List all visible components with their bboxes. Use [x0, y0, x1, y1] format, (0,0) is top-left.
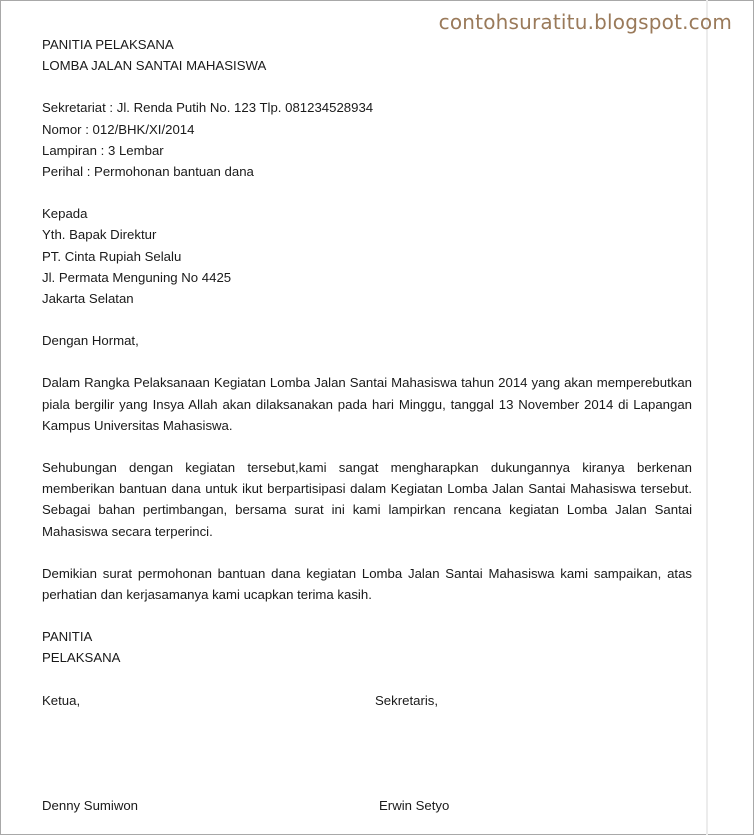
watermark: contohsuratitu.blogspot.com — [438, 10, 732, 34]
signature-title-sekretaris: Sekretaris, — [375, 692, 439, 708]
meta-nomor: Nomor : 012/BHK/XI/2014 — [42, 121, 195, 137]
meta-lampiran: Lampiran : 3 Lembar — [42, 142, 164, 158]
meta-sekretariat: Sekretariat : Jl. Renda Putih No. 123 Tlp. 081234528934 — [42, 100, 374, 116]
signature-names — [42, 795, 692, 816]
meta-perihal: Perihal : Permohonan bantuan dana — [42, 164, 254, 180]
paragraph-3: Demikian surat permohonan bantuan dana kegiatan Lomba Jalan Santai Mahasiswa kami sampaikan, atas perhatian dan kerjasamanya kami ucapkan terima kasih. — [42, 565, 692, 603]
recipient-line-4: Jakarta Selatan — [42, 291, 134, 307]
paragraph-1: Dalam Rangka Pelaksanaan Kegiatan Lomba Jalan Santai Mahasiswa tahun 2014 yang akan memperebutkan piala bergilir yang Insya Allah akan dilaksanakan pada hari Minggu, tanggal 13 November 2014 di Lapangan Kampus Universitas Mahasiswa. — [42, 375, 692, 433]
recipient-kepada: Kepada — [42, 206, 88, 222]
page-edge — [706, 0, 708, 835]
salutation: Dengan Hormat, — [42, 333, 139, 349]
header-line-1: PANITIA PELAKSANA — [42, 37, 174, 52]
letter-body — [42, 34, 692, 816]
recipient-line-1: Yth. Bapak Direktur — [42, 227, 157, 243]
signature-name-sekretaris: Erwin Setyo — [379, 797, 450, 813]
recipient-line-2: PT. Cinta Rupiah Selalu — [42, 248, 182, 264]
header-line-2: LOMBA JALAN SANTAI MAHASISWA — [42, 58, 267, 74]
signature-title-ketua: Ketua, — [42, 692, 81, 708]
signature-name-ketua: Denny Sumiwon — [42, 797, 139, 813]
paragraph-2: Sehubungan dengan kegiatan tersebut,kami sangat mengharapkan dukungannya kiranya berkenan memberikan bantuan dana untuk ikut berpartisipasi dalam Kegiatan Lomba Jalan Santai Mahasiswa tersebut. Sebagai bahan pertimbangan, bersama surat ini kami lampirkan rencana kegiatan Lomba Jalan Santai Mahasiswa secara terperinci. — [42, 460, 692, 539]
closing-line-2: PELAKSANA — [42, 650, 121, 666]
signature-titles — [42, 690, 692, 711]
recipient-line-3: Jl. Permata Menguning No 4425 — [42, 269, 232, 285]
closing-line-1: PANITIA — [42, 629, 93, 645]
